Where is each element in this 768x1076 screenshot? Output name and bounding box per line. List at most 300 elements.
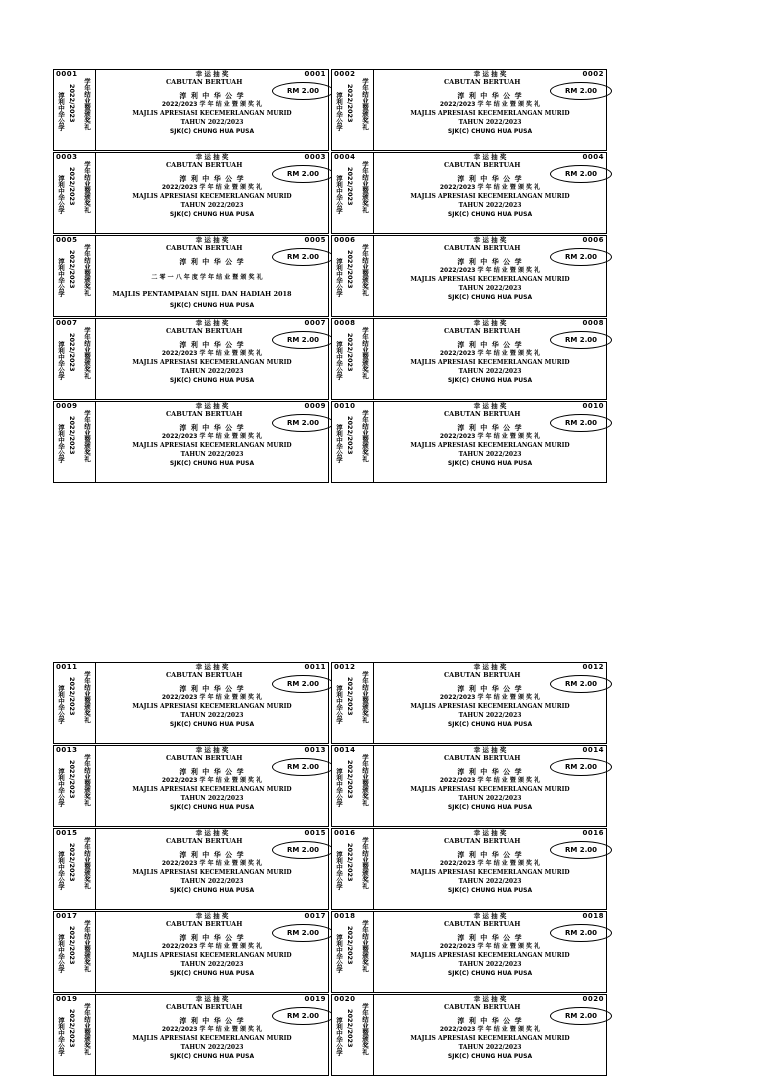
- title-malay: CABUTAN BERTUAH: [444, 671, 521, 679]
- school-name-chinese: 淳 利 中 华 公 学: [457, 257, 523, 266]
- ticket-stub: [54, 319, 96, 399]
- ticket-serial-number: 0020: [582, 995, 604, 1003]
- ticket-stub: [54, 746, 96, 826]
- stub-event-name: 学年结业暨颁奖礼: [83, 78, 91, 130]
- stub-event-name: 学年结业暨颁奖礼: [361, 161, 369, 213]
- event-name-malay: MAJLIS APRESIASI KECEMERLANGAN MURID: [132, 359, 292, 366]
- school-name-chinese: 淳 利 中 华 公 学: [457, 850, 523, 859]
- event-name-chinese: 2022/2023 学 年 结 业 暨 颁 奖 礼: [161, 433, 263, 440]
- ticket-stub: [332, 912, 374, 992]
- ticket-stub: [54, 912, 96, 992]
- price-badge: RM 2.00: [272, 165, 334, 183]
- ticket-stub: [54, 995, 96, 1075]
- title-malay: CABUTAN BERTUAH: [444, 1003, 521, 1011]
- stub-school-name: 淳利中华公学: [335, 1017, 343, 1056]
- title-malay: CABUTAN BERTUAH: [444, 754, 521, 762]
- stub-event-name: 学年结业暨颁奖礼: [83, 920, 91, 972]
- title-malay: CABUTAN BERTUAH: [444, 78, 521, 86]
- ticket-stub: [332, 663, 374, 743]
- school-name-chinese: 淳 利 中 华 公 学: [457, 91, 523, 100]
- title-chinese: 幸 运 抽 奖: [195, 70, 229, 78]
- school-name-chinese: 淳 利 中 华 公 学: [179, 423, 245, 432]
- ticket-body: [96, 153, 328, 233]
- stub-year: 2022/2023: [346, 167, 354, 206]
- school-name-chinese: 淳 利 中 华 公 学: [179, 767, 245, 776]
- raffle-ticket-0001: [53, 69, 329, 151]
- title-chinese: 幸 运 抽 奖: [473, 995, 507, 1003]
- stub-year: 2022/2023: [346, 416, 354, 455]
- event-year: TAHUN 2022/2023: [458, 119, 522, 126]
- event-name-chinese: 2022/2023 学 年 结 业 暨 颁 奖 礼: [161, 1026, 263, 1033]
- event-year: TAHUN 2022/2023: [458, 202, 522, 209]
- title-malay: CABUTAN BERTUAH: [444, 244, 521, 252]
- stub-event-name: 学年结业暨颁奖礼: [83, 244, 91, 296]
- title-malay: CABUTAN BERTUAH: [444, 410, 521, 418]
- event-name-malay: MAJLIS APRESIASI KECEMERLANGAN MURID: [410, 869, 570, 876]
- stub-event-name: 学年结业暨颁奖礼: [361, 410, 369, 462]
- school-name-malay: SJK(C) CHUNG HUA PUSA: [169, 211, 255, 218]
- event-name-malay: MAJLIS APRESIASI KECEMERLANGAN MURID: [410, 359, 570, 366]
- stub-year: 2022/2023: [346, 84, 354, 123]
- title-malay: CABUTAN BERTUAH: [166, 1003, 243, 1011]
- event-name-chinese: 2022/2023 学 年 结 业 暨 颁 奖 礼: [161, 101, 263, 108]
- stub-school-name: 淳利中华公学: [57, 175, 65, 214]
- title-chinese: 幸 运 抽 奖: [195, 912, 229, 920]
- stub-year: 2022/2023: [346, 333, 354, 372]
- school-name-malay: SJK(C) CHUNG HUA PUSA: [447, 460, 533, 467]
- event-name-malay: MAJLIS APRESIASI KECEMERLANGAN MURID: [410, 193, 570, 200]
- stub-year: 2022/2023: [68, 84, 76, 123]
- event-name-chinese: 二 零 一 八 年 度 学 年 结 业 暨 颁 奖 礼: [151, 274, 263, 281]
- school-name-chinese: 淳 利 中 华 公 学: [179, 91, 245, 100]
- ticket-serial-number: 0012: [582, 663, 604, 671]
- price-badge: RM 2.00: [550, 675, 612, 693]
- school-name-malay: SJK(C) CHUNG HUA PUSA: [447, 804, 533, 811]
- event-name-malay: MAJLIS APRESIASI KECEMERLANGAN MURID: [410, 442, 570, 449]
- title-chinese: 幸 运 抽 奖: [473, 402, 507, 410]
- school-name-chinese: 淳 利 中 华 公 学: [457, 340, 523, 349]
- event-year: TAHUN 2022/2023: [180, 1044, 244, 1051]
- event-name-chinese: 2022/2023 学 年 结 业 暨 颁 奖 礼: [439, 694, 541, 701]
- event-name-chinese: 2022/2023 学 年 结 业 暨 颁 奖 礼: [439, 101, 541, 108]
- price-badge: RM 2.00: [272, 758, 334, 776]
- stub-school-name: 淳利中华公学: [335, 685, 343, 724]
- school-name-malay: SJK(C) CHUNG HUA PUSA: [169, 887, 255, 894]
- stub-event-name: 学年结业暨颁奖礼: [361, 327, 369, 379]
- event-name-chinese: 2022/2023 学 年 结 业 暨 颁 奖 礼: [439, 777, 541, 784]
- ticket-serial-number: 0003: [304, 153, 326, 161]
- event-name-chinese: 2022/2023 学 年 结 业 暨 颁 奖 礼: [439, 1026, 541, 1033]
- stub-event-name: 学年结业暨颁奖礼: [361, 244, 369, 296]
- raffle-ticket-0003: [53, 152, 329, 234]
- title-chinese: 幸 运 抽 奖: [473, 153, 507, 161]
- title-malay: CABUTAN BERTUAH: [444, 161, 521, 169]
- ticket-stub: [54, 829, 96, 909]
- stub-event-name: 学年结业暨颁奖礼: [361, 78, 369, 130]
- price-badge: RM 2.00: [272, 331, 334, 349]
- stub-school-name: 淳利中华公学: [57, 768, 65, 807]
- stub-event-name: 学年结业暨颁奖礼: [361, 671, 369, 723]
- stub-school-name: 淳利中华公学: [57, 1017, 65, 1056]
- stub-serial-number: 0017: [56, 912, 78, 920]
- event-name-chinese: 2022/2023 学 年 结 业 暨 颁 奖 礼: [439, 433, 541, 440]
- ticket-sheet-1: [53, 69, 607, 485]
- event-name-malay: MAJLIS APRESIASI KECEMERLANGAN MURID: [132, 703, 292, 710]
- school-name-malay: SJK(C) CHUNG HUA PUSA: [447, 1053, 533, 1060]
- price-badge: RM 2.00: [272, 82, 334, 100]
- price-badge: RM 2.00: [272, 841, 334, 859]
- school-name-chinese: 淳 利 中 华 公 学: [179, 684, 245, 693]
- title-chinese: 幸 运 抽 奖: [473, 236, 507, 244]
- price-badge: RM 2.00: [550, 82, 612, 100]
- event-name-malay: MAJLIS APRESIASI KECEMERLANGAN MURID: [132, 786, 292, 793]
- title-chinese: 幸 运 抽 奖: [473, 746, 507, 754]
- title-chinese: 幸 运 抽 奖: [473, 829, 507, 837]
- event-year: TAHUN 2022/2023: [180, 202, 244, 209]
- raffle-ticket-0006: [331, 235, 607, 317]
- stub-event-name: 学年结业暨颁奖礼: [83, 327, 91, 379]
- ticket-body: [96, 829, 328, 909]
- event-name-chinese: 2022/2023 学 年 结 业 暨 颁 奖 礼: [161, 943, 263, 950]
- title-chinese: 幸 运 抽 奖: [195, 153, 229, 161]
- title-malay: CABUTAN BERTUAH: [166, 161, 243, 169]
- stub-school-name: 淳利中华公学: [57, 851, 65, 890]
- stub-year: 2022/2023: [346, 926, 354, 965]
- event-year: TAHUN 2022/2023: [458, 961, 522, 968]
- stub-serial-number: 0007: [56, 319, 78, 327]
- school-name-malay: SJK(C) CHUNG HUA PUSA: [447, 721, 533, 728]
- price-badge: RM 2.00: [550, 248, 612, 266]
- ticket-serial-number: 0008: [582, 319, 604, 327]
- title-malay: CABUTAN BERTUAH: [166, 410, 243, 418]
- title-chinese: 幸 运 抽 奖: [473, 70, 507, 78]
- event-name-malay: MAJLIS APRESIASI KECEMERLANGAN MURID: [132, 869, 292, 876]
- ticket-serial-number: 0018: [582, 912, 604, 920]
- raffle-ticket-0012: [331, 662, 607, 744]
- ticket-serial-number: 0016: [582, 829, 604, 837]
- ticket-serial-number: 0009: [304, 402, 326, 410]
- stub-serial-number: 0013: [56, 746, 78, 754]
- stub-year: 2022/2023: [68, 416, 76, 455]
- school-name-chinese: 淳 利 中 华 公 学: [179, 933, 245, 942]
- school-name-malay: SJK(C) CHUNG HUA PUSA: [169, 804, 255, 811]
- school-name-chinese: 淳 利 中 华 公 学: [457, 423, 523, 432]
- ticket-body: [374, 829, 606, 909]
- stub-year: 2022/2023: [346, 250, 354, 289]
- stub-serial-number: 0006: [334, 236, 356, 244]
- stub-school-name: 淳利中华公学: [335, 424, 343, 463]
- stub-year: 2022/2023: [68, 1009, 76, 1048]
- stub-event-name: 学年结业暨颁奖礼: [361, 1003, 369, 1055]
- school-name-malay: SJK(C) CHUNG HUA PUSA: [169, 721, 255, 728]
- raffle-ticket-0013: [53, 745, 329, 827]
- event-year: TAHUN 2022/2023: [180, 119, 244, 126]
- stub-serial-number: 0015: [56, 829, 78, 837]
- event-name-chinese: 2022/2023 学 年 结 业 暨 颁 奖 礼: [161, 694, 263, 701]
- event-name-malay: MAJLIS APRESIASI KECEMERLANGAN MURID: [132, 1035, 292, 1042]
- stub-serial-number: 0011: [56, 663, 78, 671]
- title-chinese: 幸 运 抽 奖: [195, 746, 229, 754]
- ticket-stub: [54, 70, 96, 150]
- stub-event-name: 学年结业暨颁奖礼: [361, 754, 369, 806]
- title-chinese: 幸 运 抽 奖: [195, 402, 229, 410]
- title-chinese: 幸 运 抽 奖: [473, 663, 507, 671]
- school-name-malay: SJK(C) CHUNG HUA PUSA: [447, 887, 533, 894]
- event-year: TAHUN 2022/2023: [458, 368, 522, 375]
- ticket-serial-number: 0015: [304, 829, 326, 837]
- ticket-body: [374, 402, 606, 482]
- price-badge: RM 2.00: [272, 414, 334, 432]
- ticket-body: [374, 746, 606, 826]
- event-name-malay: MAJLIS APRESIASI KECEMERLANGAN MURID: [132, 193, 292, 200]
- event-name-chinese: 2022/2023 学 年 结 业 暨 颁 奖 礼: [161, 777, 263, 784]
- title-chinese: 幸 运 抽 奖: [473, 319, 507, 327]
- raffle-ticket-0008: [331, 318, 607, 400]
- raffle-ticket-0020: [331, 994, 607, 1076]
- stub-school-name: 淳利中华公学: [335, 341, 343, 380]
- ticket-serial-number: 0005: [304, 236, 326, 244]
- school-name-chinese: 淳 利 中 华 公 学: [179, 174, 245, 183]
- event-name-malay: MAJLIS APRESIASI KECEMERLANGAN MURID: [132, 110, 292, 117]
- school-name-chinese: 淳 利 中 华 公 学: [457, 1016, 523, 1025]
- event-name-chinese: 2022/2023 学 年 结 业 暨 颁 奖 礼: [439, 943, 541, 950]
- event-name-malay: MAJLIS APRESIASI KECEMERLANGAN MURID: [410, 786, 570, 793]
- stub-year: 2022/2023: [68, 926, 76, 965]
- ticket-body: [96, 746, 328, 826]
- raffle-ticket-0015: [53, 828, 329, 910]
- title-malay: CABUTAN BERTUAH: [166, 920, 243, 928]
- stub-school-name: 淳利中华公学: [57, 92, 65, 131]
- event-name-malay: MAJLIS APRESIASI KECEMERLANGAN MURID: [410, 276, 570, 283]
- stub-serial-number: 0010: [334, 402, 356, 410]
- stub-event-name: 学年结业暨颁奖礼: [361, 920, 369, 972]
- stub-serial-number: 0019: [56, 995, 78, 1003]
- ticket-body: [374, 70, 606, 150]
- stub-event-name: 学年结业暨颁奖礼: [83, 410, 91, 462]
- ticket-body: [374, 912, 606, 992]
- event-year: TAHUN 2022/2023: [180, 961, 244, 968]
- stub-school-name: 淳利中华公学: [57, 341, 65, 380]
- event-name-malay: MAJLIS APRESIASI KECEMERLANGAN MURID: [410, 703, 570, 710]
- ticket-serial-number: 0014: [582, 746, 604, 754]
- school-name-chinese: 淳 利 中 华 公 学: [179, 850, 245, 859]
- title-malay: CABUTAN BERTUAH: [166, 327, 243, 335]
- stub-school-name: 淳利中华公学: [57, 934, 65, 973]
- price-badge: RM 2.00: [272, 248, 334, 266]
- stub-event-name: 学年结业暨颁奖礼: [361, 837, 369, 889]
- raffle-ticket-0009: [53, 401, 329, 483]
- ticket-body: [96, 236, 328, 316]
- title-chinese: 幸 运 抽 奖: [195, 829, 229, 837]
- ticket-serial-number: 0006: [582, 236, 604, 244]
- raffle-ticket-0019: [53, 994, 329, 1076]
- ticket-stub: [332, 236, 374, 316]
- stub-year: 2022/2023: [346, 677, 354, 716]
- school-name-chinese: 淳 利 中 华 公 学: [179, 1016, 245, 1025]
- ticket-body: [96, 319, 328, 399]
- raffle-ticket-0002: [331, 69, 607, 151]
- event-year: TAHUN 2022/2023: [458, 285, 522, 292]
- raffle-ticket-0004: [331, 152, 607, 234]
- price-badge: RM 2.00: [272, 924, 334, 942]
- ticket-stub: [332, 746, 374, 826]
- school-name-chinese: 淳 利 中 华 公 学: [457, 933, 523, 942]
- stub-serial-number: 0016: [334, 829, 356, 837]
- price-badge: RM 2.00: [550, 1007, 612, 1025]
- event-name-chinese: 2022/2023 学 年 结 业 暨 颁 奖 礼: [439, 267, 541, 274]
- price-badge: RM 2.00: [550, 758, 612, 776]
- stub-event-name: 学年结业暨颁奖礼: [83, 837, 91, 889]
- stub-serial-number: 0020: [334, 995, 356, 1003]
- stub-school-name: 淳利中华公学: [335, 934, 343, 973]
- ticket-stub: [332, 70, 374, 150]
- stub-event-name: 学年结业暨颁奖礼: [83, 161, 91, 213]
- school-name-malay: SJK(C) CHUNG HUA PUSA: [447, 211, 533, 218]
- stub-year: 2022/2023: [346, 843, 354, 882]
- title-malay: CABUTAN BERTUAH: [166, 244, 243, 252]
- ticket-serial-number: 0019: [304, 995, 326, 1003]
- event-name-chinese: 2022/2023 学 年 结 业 暨 颁 奖 礼: [439, 184, 541, 191]
- school-name-malay: SJK(C) CHUNG HUA PUSA: [447, 128, 533, 135]
- ticket-body: [96, 663, 328, 743]
- stub-school-name: 淳利中华公学: [335, 768, 343, 807]
- event-name-chinese: 2022/2023 学 年 结 业 暨 颁 奖 礼: [161, 184, 263, 191]
- stub-year: 2022/2023: [346, 760, 354, 799]
- title-chinese: 幸 运 抽 奖: [195, 319, 229, 327]
- price-badge: RM 2.00: [550, 841, 612, 859]
- title-chinese: 幸 运 抽 奖: [195, 995, 229, 1003]
- stub-year: 2022/2023: [68, 250, 76, 289]
- school-name-malay: SJK(C) CHUNG HUA PUSA: [169, 128, 255, 135]
- stub-school-name: 淳利中华公学: [335, 175, 343, 214]
- ticket-serial-number: 0002: [582, 70, 604, 78]
- ticket-body: [374, 995, 606, 1075]
- stub-serial-number: 0002: [334, 70, 356, 78]
- raffle-ticket-0011: [53, 662, 329, 744]
- raffle-ticket-0010: [331, 401, 607, 483]
- event-name-malay: MAJLIS APRESIASI KECEMERLANGAN MURID: [132, 952, 292, 959]
- ticket-stub: [54, 402, 96, 482]
- event-name-chinese: 2022/2023 学 年 结 业 暨 颁 奖 礼: [439, 350, 541, 357]
- event-year: TAHUN 2022/2023: [458, 451, 522, 458]
- stub-year: 2022/2023: [68, 760, 76, 799]
- ticket-stub: [332, 829, 374, 909]
- ticket-body: [374, 236, 606, 316]
- event-name-chinese: 2022/2023 学 年 结 业 暨 颁 奖 礼: [161, 350, 263, 357]
- ticket-stub: [332, 995, 374, 1075]
- title-malay: CABUTAN BERTUAH: [444, 920, 521, 928]
- event-name-malay: MAJLIS APRESIASI KECEMERLANGAN MURID: [410, 1035, 570, 1042]
- stub-serial-number: 0018: [334, 912, 356, 920]
- stub-serial-number: 0004: [334, 153, 356, 161]
- ticket-serial-number: 0010: [582, 402, 604, 410]
- stub-event-name: 学年结业暨颁奖礼: [83, 754, 91, 806]
- event-name-malay: MAJLIS APRESIASI KECEMERLANGAN MURID: [410, 952, 570, 959]
- ticket-serial-number: 0013: [304, 746, 326, 754]
- school-name-malay: SJK(C) CHUNG HUA PUSA: [447, 970, 533, 977]
- raffle-ticket-0018: [331, 911, 607, 993]
- price-badge: RM 2.00: [550, 165, 612, 183]
- price-badge: RM 2.00: [272, 675, 334, 693]
- stub-year: 2022/2023: [346, 1009, 354, 1048]
- event-year: TAHUN 2022/2023: [458, 878, 522, 885]
- stub-serial-number: 0003: [56, 153, 78, 161]
- stub-serial-number: 0012: [334, 663, 356, 671]
- ticket-serial-number: 0007: [304, 319, 326, 327]
- event-year: TAHUN 2022/2023: [180, 878, 244, 885]
- stub-year: 2022/2023: [68, 333, 76, 372]
- event-name-malay: MAJLIS APRESIASI KECEMERLANGAN MURID: [410, 110, 570, 117]
- price-badge: RM 2.00: [550, 414, 612, 432]
- school-name-chinese: 淳 利 中 华 公 学: [457, 684, 523, 693]
- ticket-body: [374, 663, 606, 743]
- event-year: TAHUN 2022/2023: [180, 368, 244, 375]
- ticket-body: [96, 70, 328, 150]
- title-malay: CABUTAN BERTUAH: [166, 754, 243, 762]
- title-chinese: 幸 运 抽 奖: [195, 663, 229, 671]
- ticket-body: [96, 995, 328, 1075]
- stub-serial-number: 0009: [56, 402, 78, 410]
- stub-serial-number: 0008: [334, 319, 356, 327]
- stub-school-name: 淳利中华公学: [335, 258, 343, 297]
- raffle-ticket-0005: [53, 235, 329, 317]
- stub-school-name: 淳利中华公学: [57, 424, 65, 463]
- school-name-malay: SJK(C) CHUNG HUA PUSA: [447, 377, 533, 384]
- event-year: TAHUN 2022/2023: [458, 795, 522, 802]
- school-name-malay: SJK(C) CHUNG HUA PUSA: [169, 377, 255, 384]
- raffle-ticket-0014: [331, 745, 607, 827]
- title-malay: CABUTAN BERTUAH: [166, 78, 243, 86]
- title-chinese: 幸 运 抽 奖: [473, 912, 507, 920]
- title-malay: CABUTAN BERTUAH: [444, 327, 521, 335]
- ticket-serial-number: 0017: [304, 912, 326, 920]
- ticket-serial-number: 0001: [304, 70, 326, 78]
- stub-school-name: 淳利中华公学: [335, 92, 343, 131]
- event-name-malay: MAJLIS PENTAMPAIAN SIJIL DAN HADIAH 2018: [112, 290, 292, 298]
- event-year: TAHUN 2022/2023: [458, 712, 522, 719]
- ticket-sheet-2: [53, 662, 607, 1060]
- ticket-stub: [332, 402, 374, 482]
- raffle-ticket-0016: [331, 828, 607, 910]
- ticket-body: [374, 153, 606, 233]
- ticket-body: [96, 912, 328, 992]
- stub-year: 2022/2023: [68, 843, 76, 882]
- stub-serial-number: 0001: [56, 70, 78, 78]
- school-name-malay: SJK(C) CHUNG HUA PUSA: [169, 970, 255, 977]
- school-name-malay: SJK(C) CHUNG HUA PUSA: [447, 294, 533, 301]
- stub-event-name: 学年结业暨颁奖礼: [83, 1003, 91, 1055]
- stub-year: 2022/2023: [68, 677, 76, 716]
- school-name-chinese: 淳 利 中 华 公 学: [457, 767, 523, 776]
- stub-school-name: 淳利中华公学: [57, 685, 65, 724]
- price-badge: RM 2.00: [272, 1007, 334, 1025]
- ticket-serial-number: 0011: [304, 663, 326, 671]
- event-name-malay: MAJLIS APRESIASI KECEMERLANGAN MURID: [132, 442, 292, 449]
- ticket-stub: [332, 153, 374, 233]
- price-badge: RM 2.00: [550, 331, 612, 349]
- stub-serial-number: 0014: [334, 746, 356, 754]
- event-name-chinese: 2022/2023 学 年 结 业 暨 颁 奖 礼: [439, 860, 541, 867]
- event-name-chinese: 2022/2023 学 年 结 业 暨 颁 奖 礼: [161, 860, 263, 867]
- stub-event-name: 学年结业暨颁奖礼: [83, 671, 91, 723]
- raffle-ticket-0007: [53, 318, 329, 400]
- ticket-serial-number: 0004: [582, 153, 604, 161]
- school-name-chinese: 淳 利 中 华 公 学: [457, 174, 523, 183]
- ticket-stub: [332, 319, 374, 399]
- stub-serial-number: 0005: [56, 236, 78, 244]
- ticket-body: [374, 319, 606, 399]
- title-chinese: 幸 运 抽 奖: [195, 236, 229, 244]
